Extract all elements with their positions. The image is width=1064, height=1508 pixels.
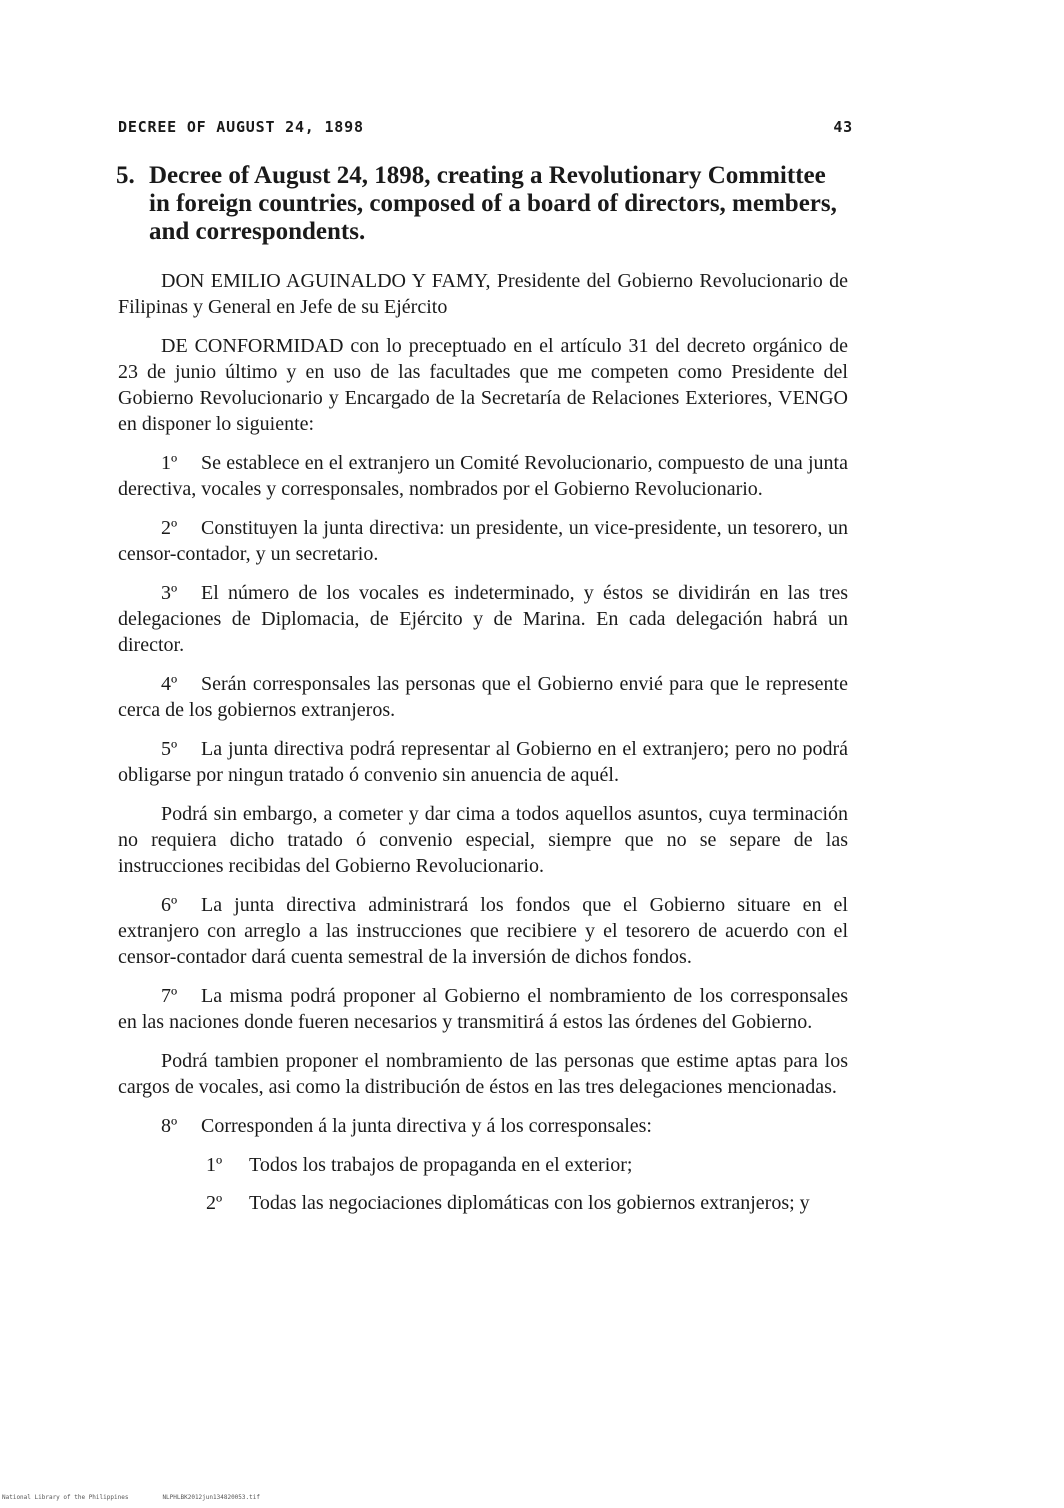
sublist-number: 2º xyxy=(206,1192,223,1214)
article-8 xyxy=(118,1113,848,1139)
article-5 xyxy=(118,736,848,788)
paragraph-preamble: DON EMILIO AGUINALDO Y FAMY, Presidente del Gobierno Revolucionario de Filipinas y General en Jefe de su Ejército xyxy=(118,270,848,318)
article-number: 5º xyxy=(161,738,178,760)
sublist-number: 1º xyxy=(206,1154,223,1176)
paragraph-podra-sin-embargo: Podrá sin embargo, a cometer y dar cima a todos aquellos asuntos, cuya terminación no requiera dicho tratado ó convenio especial, siempre que no se separe de las instrucciones recibidas del Gobierno Revolucionario. xyxy=(118,803,848,877)
running-title: DECREE OF AUGUST 24, 1898 xyxy=(118,118,364,136)
article-text: Constituyen la junta directiva: un presidente, un vice-presidente, un tesorero, un censor-contador, y un secretario. xyxy=(118,517,848,565)
article-number: 4º xyxy=(161,673,178,695)
footer-filename: NLPHLBK2012jun134820053.tif xyxy=(162,1494,260,1501)
article-number: 6º xyxy=(161,894,178,916)
section-title-text: Decree of August 24, 1898, creating a Revolutionary Committee in foreign countries, composed of a board of directors, members, and correspondents. xyxy=(149,162,837,245)
article-6 xyxy=(118,892,848,970)
article-8-sublist xyxy=(118,1152,848,1216)
article-number: 8º xyxy=(161,1115,178,1137)
article-number: 2º xyxy=(161,517,178,539)
article-number: 3º xyxy=(161,582,178,604)
sublist-text: Todos los trabajos de propaganda en el exterior; xyxy=(249,1154,633,1176)
page-number: 43 xyxy=(833,118,853,136)
article-text: La misma podrá proponer al Gobierno el nombramiento de los corresponsales en las naciones donde fueren necesarios y transmitirá á estos las órdenes del Gobierno. xyxy=(118,985,848,1033)
article-number: 7º xyxy=(161,985,178,1007)
scan-footer xyxy=(2,1494,402,1501)
footer-library: National Library of the Philippines xyxy=(2,1494,129,1501)
article-text: Serán corresponsales las personas que el Gobierno envié para que le represente cerca de los gobiernos extranjeros. xyxy=(118,673,848,721)
paragraph-conformidad: DE CONFORMIDAD con lo preceptuado en el artículo 31 del decreto orgánico de 23 de junio último y en uso de las facultades que me competen como Presidente del Gobierno Revolucionario y Encargado de la Secretaría de Relaciones Exteriores, VENGO en disponer lo siguiente: xyxy=(118,335,848,435)
article-3 xyxy=(118,580,848,658)
document-body xyxy=(118,268,848,1228)
article-number: 1º xyxy=(161,452,178,474)
sublist-item xyxy=(206,1190,848,1216)
article-4 xyxy=(118,671,848,723)
article-text: Corresponden á la junta directiva y á los corresponsales: xyxy=(201,1115,652,1137)
article-text: La junta directiva administrará los fondos que el Gobierno situare en el extranjero con arreglo a las instrucciones que recibiere y el tesorero de acuerdo con el censor-contador dará cuenta semestral de la inversión de dichos fondos. xyxy=(118,894,848,968)
paragraph-podra-tambien: Podrá tambien proponer el nombramiento de las personas que estime aptas para los cargos de vocales, asi como la distribución de éstos en las tres delegaciones mencionadas. xyxy=(118,1050,848,1098)
article-1 xyxy=(118,450,848,502)
section-number: 5. xyxy=(116,162,135,189)
article-text: El número de los vocales es indeterminado, y éstos se dividirán en las tres delegaciones de Diplomacia, de Ejército y de Marina. En cada delegación habrá un director. xyxy=(118,582,848,656)
article-7 xyxy=(118,983,848,1035)
sublist-text: Todas las negociaciones diplomáticas con los gobiernos extranjeros; y xyxy=(249,1192,810,1214)
running-head xyxy=(118,118,853,136)
article-text: La junta directiva podrá representar al Gobierno en el extranjero; pero no podrá obligarse por ningun tratado ó convenio sin anuencia de aquél. xyxy=(118,738,848,786)
sublist-item xyxy=(206,1152,848,1178)
article-2 xyxy=(118,515,848,567)
article-text: Se establece en el extranjero un Comité Revolucionario, compuesto de una junta derectiva, vocales y corresponsales, nombrados por el Gobierno Revolucionario. xyxy=(118,452,848,500)
section-title xyxy=(116,162,851,246)
